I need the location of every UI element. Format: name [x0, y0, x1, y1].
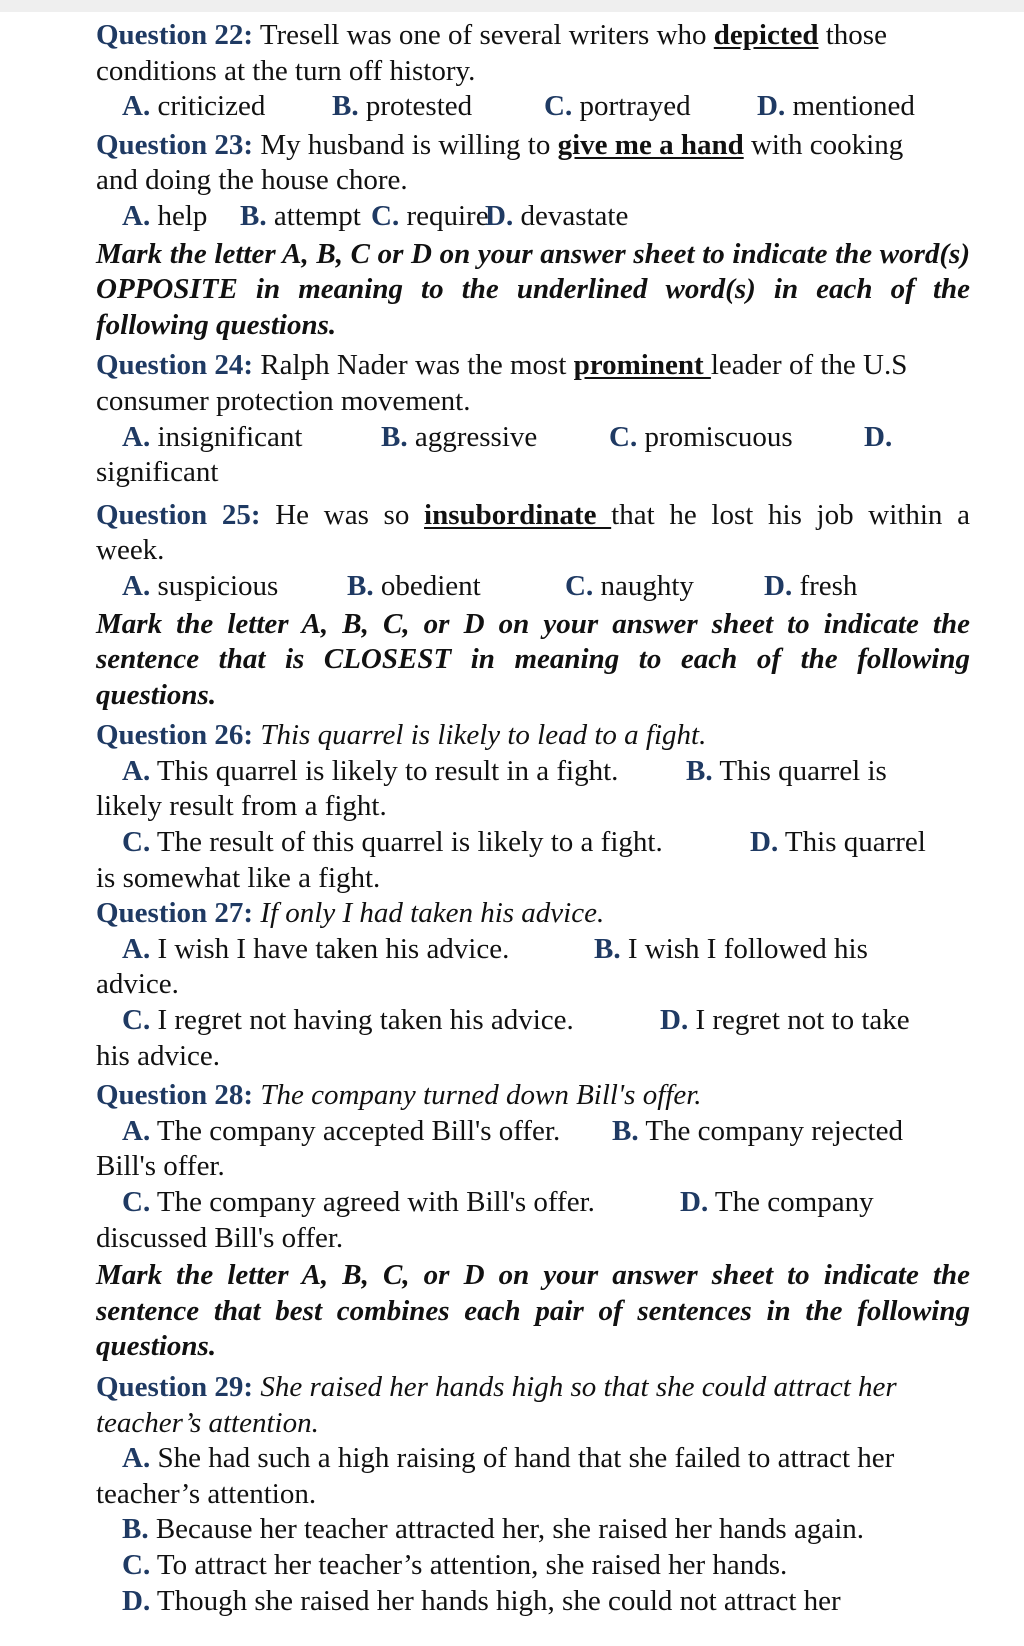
underlined-word: depicted [713, 19, 819, 51]
option-b[interactable]: B. Because her teacher attracted her, she raised her hands again. [122, 1513, 865, 1546]
option-a[interactable]: A. The company accepted Bill's offer. [122, 1114, 561, 1147]
question-text: with cooking [743, 128, 904, 161]
option-d[interactable]: D. Though she raised her hands high, she could not attract her [122, 1584, 841, 1617]
options-row [96, 1185, 970, 1221]
option-d[interactable]: D. mentioned [757, 90, 915, 123]
options-row [96, 569, 970, 605]
option-d[interactable]: D. devastate [485, 199, 629, 232]
option-d[interactable]: D. The company [680, 1186, 874, 1218]
options-row [96, 825, 970, 861]
question-label: Question 23: [96, 128, 254, 161]
option-d-text: discussed Bill's offer. [96, 1221, 344, 1254]
option-a[interactable]: A. She had such a high raising of hand that she failed to attract her [122, 1442, 895, 1475]
option-d[interactable]: D. [864, 420, 893, 453]
question-text: those [818, 19, 887, 51]
option-c[interactable]: C. To attract her teacher’s attention, she raised her hands. [122, 1548, 788, 1581]
question-25 [96, 498, 970, 534]
option-d-text: significant [96, 456, 219, 489]
option-d[interactable]: D. This quarrel [750, 826, 926, 859]
question-24 [96, 348, 970, 384]
underlined-word: prominent [573, 349, 711, 382]
options-row [96, 420, 970, 456]
question-label: Question 28: [96, 1079, 254, 1112]
option-b-text: likely result from a fight. [96, 790, 387, 823]
option-d[interactable]: D. fresh [764, 569, 858, 602]
question-27 [96, 896, 970, 932]
option-b[interactable]: B. aggressive [381, 420, 538, 453]
option-d-text: is somewhat like a fight. [96, 861, 381, 894]
question-text: that he lost his job within a [611, 498, 970, 531]
options-row [96, 89, 970, 125]
option-d[interactable]: D. I regret not to take [660, 1004, 910, 1037]
options-row [96, 1003, 970, 1039]
option-c[interactable]: C. The company agreed with Bill's offer. [122, 1186, 595, 1218]
options-row [96, 932, 970, 968]
instruction-opposite: Mark the letter A, B, C or D on your answer sheet to indicate the word(s) OPPOSITE in meaning to the underlined word(s) in each of the following questions. [96, 237, 970, 341]
option-a-text: teacher’s attention. [96, 1477, 317, 1510]
underlined-word: insubordinate [424, 498, 612, 531]
question-label: Question 25: [96, 498, 261, 531]
option-c[interactable]: C. I regret not having taken his advice. [122, 1004, 574, 1037]
options-row [96, 754, 970, 790]
question-text-line: conditions at the turn off history. [96, 54, 476, 87]
question-prompt: If only I had taken his advice. [253, 897, 605, 930]
instruction-combine: Mark the letter A, B, C, or D on your answer sheet to indicate the sentence that best combines each pair of sentences in the following questions. [96, 1259, 970, 1363]
question-label: Question 24: [96, 349, 254, 382]
option-b[interactable]: B. This quarrel is [686, 754, 887, 787]
question-text: Ralph Nader was the most [253, 349, 574, 382]
option-c[interactable]: C. require [371, 199, 489, 232]
question-prompt: The company turned down Bill's offer. [253, 1079, 702, 1112]
question-text: Tresell was one of several writers who [253, 19, 714, 51]
question-prompt: She raised her hands high so that she could attract her [253, 1370, 897, 1403]
option-b[interactable]: B. attempt [240, 199, 361, 232]
options-row [96, 199, 970, 235]
underlined-word: give me a hand [557, 128, 744, 161]
option-b[interactable]: B. obedient [347, 569, 481, 602]
option-a[interactable]: A. suspicious [122, 569, 279, 602]
question-22 [96, 18, 970, 54]
option-b[interactable]: B. I wish I followed his [594, 932, 868, 965]
worksheet [96, 18, 970, 1619]
question-text: He was so [260, 498, 425, 531]
question-23 [96, 128, 970, 164]
question-text-line: week. [96, 534, 165, 567]
option-a[interactable]: A. help [122, 199, 208, 232]
option-d-text: his advice. [96, 1039, 221, 1072]
question-text: My husband is willing to [253, 128, 558, 161]
options-row [96, 1114, 970, 1150]
question-28 [96, 1078, 970, 1114]
option-b-text: Bill's offer. [96, 1150, 225, 1183]
option-a[interactable]: A. criticized [122, 90, 266, 123]
top-strip [0, 0, 1024, 12]
option-b[interactable]: B. protested [332, 90, 473, 123]
question-26 [96, 718, 970, 754]
question-label: Question 29: [96, 1370, 254, 1403]
option-b[interactable]: B. The company rejected [612, 1114, 903, 1147]
option-a[interactable]: A. This quarrel is likely to result in a fight. [122, 754, 619, 787]
question-text-line: consumer protection movement. [96, 384, 471, 417]
option-a[interactable]: A. I wish I have taken his advice. [122, 932, 510, 965]
option-a[interactable]: A. insignificant [122, 420, 303, 453]
option-c[interactable]: C. naughty [565, 569, 694, 602]
question-label: Question 26: [96, 719, 254, 752]
option-c[interactable]: C. The result of this quarrel is likely to a fight. [122, 826, 663, 859]
question-label: Question 22: [96, 19, 254, 51]
question-prompt-line: teacher’s attention. [96, 1406, 319, 1439]
question-prompt: This quarrel is likely to lead to a fight. [253, 719, 707, 752]
option-c[interactable]: C. promiscuous [609, 420, 793, 453]
question-text: leader of the U.S [710, 349, 908, 382]
option-c[interactable]: C. portrayed [544, 90, 691, 123]
question-label: Question 27: [96, 897, 254, 930]
question-29 [96, 1370, 970, 1406]
question-text-line: and doing the house chore. [96, 164, 408, 197]
option-b-text: advice. [96, 968, 179, 1001]
instruction-closest: Mark the letter A, B, C, or D on your answer sheet to indicate the sentence that is CLOSEST in meaning to each of the following questions. [96, 607, 970, 711]
